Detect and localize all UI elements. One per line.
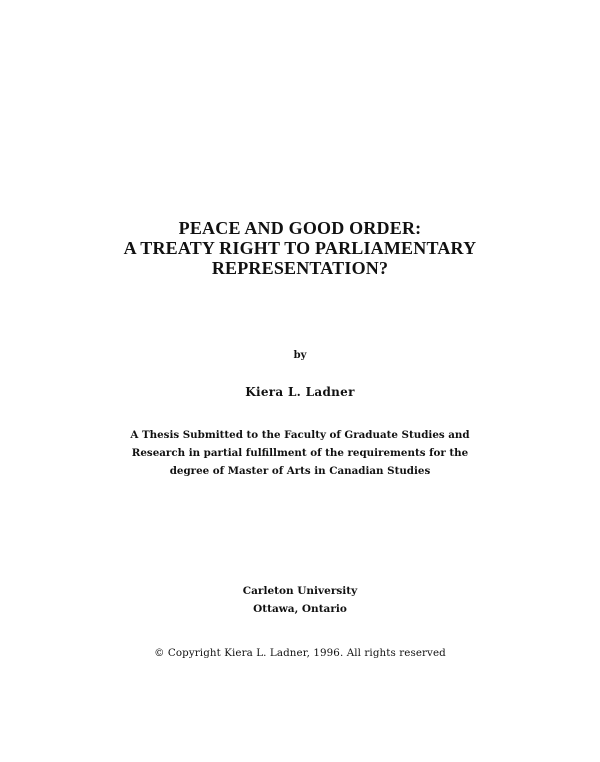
title-line-2: A TREATY RIGHT TO PARLIAMENTARY xyxy=(123,238,477,258)
title-line-3: REPRESENTATION? xyxy=(211,258,389,278)
thesis-statement-line-1: A Thesis Submitted to the Faculty of Graduate Studies and xyxy=(130,429,470,441)
copyright-notice: © Copyright Kiera L. Ladner, 1996. All rights reserved xyxy=(154,647,446,659)
institution-block xyxy=(0,582,600,618)
thesis-statement xyxy=(0,426,600,480)
thesis-statement-line-2: Research in partial fulfillment of the requirements for the xyxy=(131,447,469,459)
university-name: Carleton University xyxy=(242,585,358,597)
thesis-statement-line-3: degree of Master of Arts in Canadian Studies xyxy=(169,465,431,477)
thesis-title xyxy=(0,218,600,278)
title-line-1: PEACE AND GOOD ORDER: xyxy=(178,218,422,238)
university-location: Ottawa, Ontario xyxy=(253,603,347,615)
by-label: by xyxy=(293,350,307,361)
author-name: Kiera L. Ladner xyxy=(245,385,355,399)
